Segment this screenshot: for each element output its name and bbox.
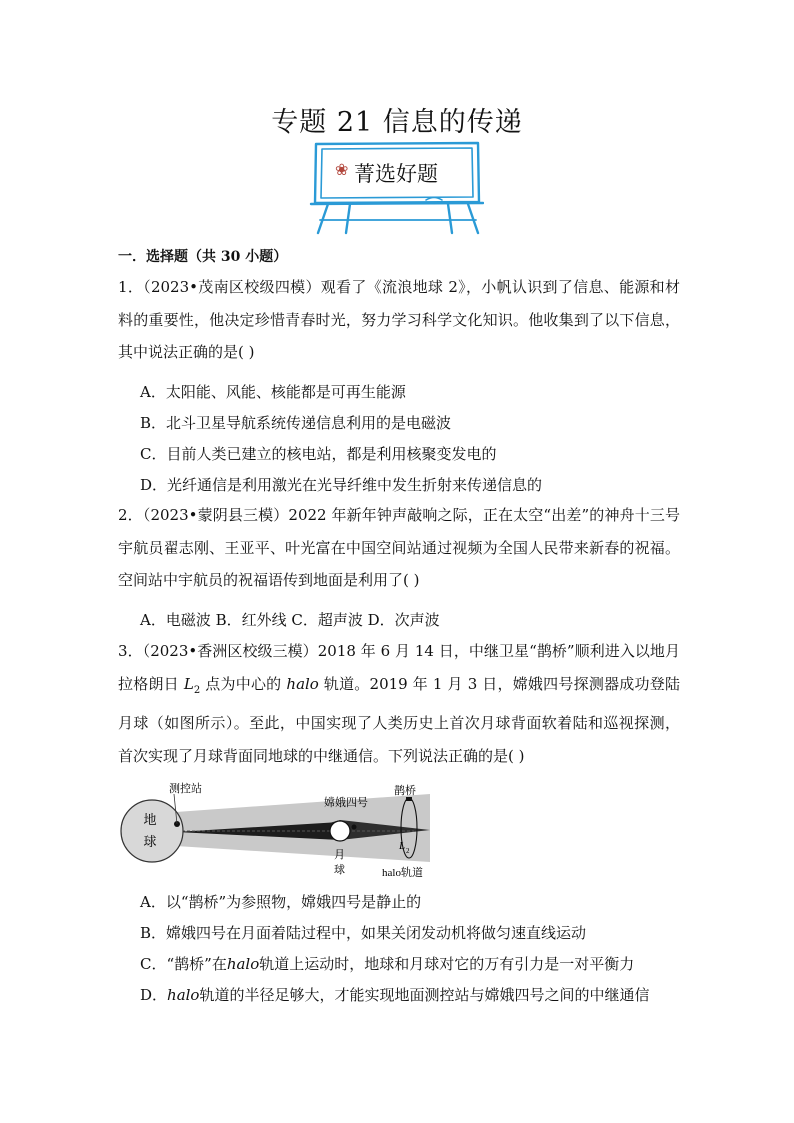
q1-option-c: C．目前人类已建立的核电站，都是利用核聚变发电的 xyxy=(140,445,497,463)
moon-circle xyxy=(330,821,350,841)
question-2-options xyxy=(140,605,700,636)
earth-circle xyxy=(121,800,183,862)
q2-options-line: A．电磁波 B．红外线 C．超声波 D．次声波 xyxy=(140,611,440,629)
svg-text:测控站: 测控站 xyxy=(169,783,202,795)
question-1: 1．（2023•茂南区校级四模）观看了《流浪地球 2》，小帆认识到了信息、能源和材料的重要性，他决定珍惜青春时光，努力学习科学文化知识。他收集到了以下信息，其中说法正确的是( ) xyxy=(118,278,680,361)
svg-text:L: L xyxy=(399,840,406,852)
q1-option-a: A．太阳能、风能、核能都是可再生能源 xyxy=(140,383,406,401)
svg-text:鹊桥: 鹊桥 xyxy=(394,785,416,797)
flower-icon: ❀ xyxy=(335,160,349,179)
change4-dot xyxy=(352,825,357,830)
svg-text:2: 2 xyxy=(406,847,410,855)
question-3: 3．（2023•香洲区校级三模）2018 年 6 月 14 日，中继卫星“鹊桥”顺利进入以地月拉格朗日 $L_2$ 点为中心的 halo 轨道。2019 年 1 月 3 日，嫦娥四号探测器成功登陆月球（如图所示）。至此，中国实现了人类历史上首次月球背面软着陆和巡视探测，首次实现了月球背面同地球的中继通信。下列说法正确的是( ) xyxy=(118,642,680,765)
q3-option-a: A．以“鹊桥”为参照物，嫦娥四号是静止的 xyxy=(140,893,422,911)
q3-option-d: D．halo轨道的半径足够大，才能实现地面测控站与嫦娥四号之间的中继通信 xyxy=(140,986,650,1004)
blackboard-illustration xyxy=(308,140,484,236)
question-1-options xyxy=(140,377,700,501)
svg-text:halo轨道: halo轨道 xyxy=(382,867,423,879)
svg-text:球: 球 xyxy=(143,834,157,849)
earth-moon-relay-diagram xyxy=(114,780,444,880)
question-3-options xyxy=(140,887,700,1011)
svg-text:月: 月 xyxy=(334,849,345,861)
q1-option-d: D．光纤通信是利用激光在光导纤维中发生折射来传递信息的 xyxy=(140,476,543,494)
banner-label: 菁选好题 xyxy=(354,162,438,186)
svg-text:嫦娥四号: 嫦娥四号 xyxy=(324,797,368,809)
section-heading: 一．选择题（共 30 小题） xyxy=(118,249,288,265)
q3-option-c: C．“鹊桥”在halo轨道上运动时，地球和月球对它的万有引力是一对平衡力 xyxy=(140,955,635,973)
question-2: 2．（2023•蒙阴县三模）2022 年新年钟声敲响之际，正在太空“出差”的神舟十三号宇航员翟志刚、王亚平、叶光富在中国空间站通过视频为全国人民带来新春的祝福。空间站中宇航员的祝福语传到地面是利用了( ) xyxy=(118,506,680,589)
svg-text:地: 地 xyxy=(143,812,157,827)
queqiao-satellite xyxy=(406,797,412,801)
svg-text:球: 球 xyxy=(334,864,345,876)
q1-option-b: B．北斗卫星导航系统传递信息利用的是电磁波 xyxy=(140,414,452,432)
page-title: 专题 21 信息的传递 xyxy=(271,107,523,138)
q3-option-b: B．嫦娥四号在月面着陆过程中，如果关闭发动机将做匀速直线运动 xyxy=(140,924,587,942)
